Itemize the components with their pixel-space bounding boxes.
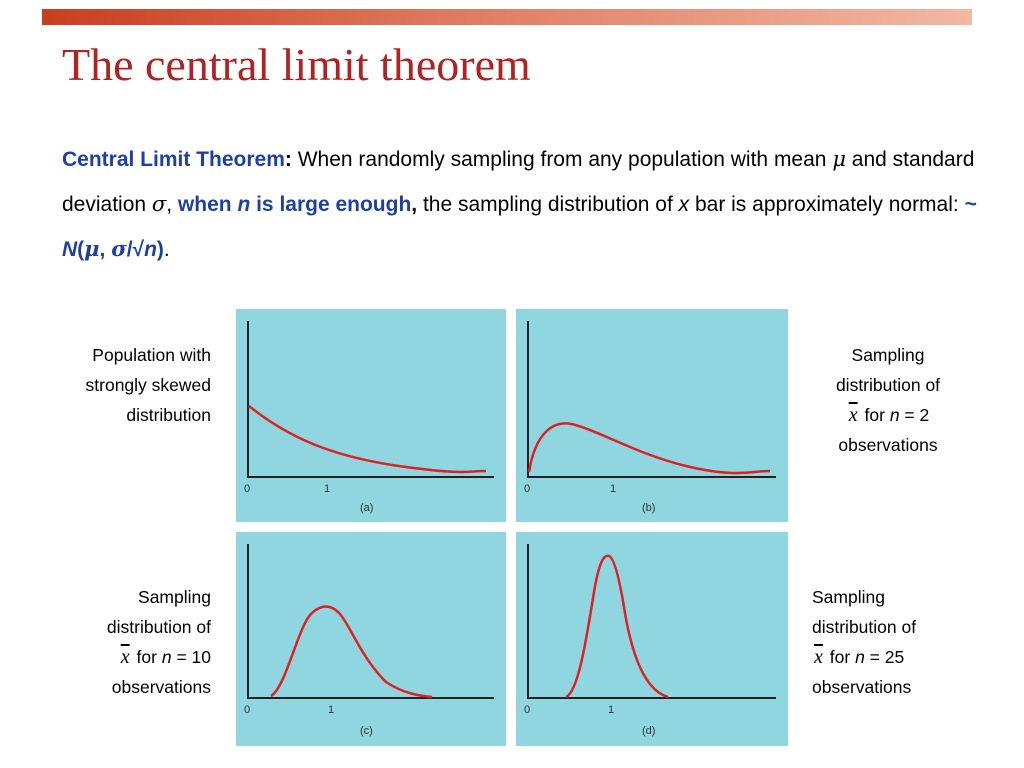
caption-d-eq: = 25 (864, 647, 905, 667)
xbar-symbol: $\overline{x}$ (848, 404, 858, 426)
open-paren: ( (77, 238, 85, 261)
slide-title: The central limit theorem (62, 39, 531, 90)
caption-a (20, 340, 211, 430)
normal-N: N (62, 238, 78, 261)
panel-a-plot (236, 309, 506, 522)
curve-a (249, 406, 486, 472)
curve-d (566, 556, 668, 697)
caption-d-n: n (855, 647, 865, 667)
tilde: ~ (964, 193, 977, 216)
n-symbol: n (237, 193, 251, 216)
mu-symbol: μ (832, 147, 846, 171)
when-text: when (172, 193, 238, 216)
caption-b-line3 (800, 400, 976, 430)
caption-c-line2: distribution of (106, 617, 211, 637)
caption-a-line3: distribution (126, 405, 211, 425)
caption-c-line4: observations (111, 677, 211, 697)
panel-c (236, 532, 506, 746)
tick-1: 1 (324, 483, 331, 495)
n-symbol-2: n (144, 238, 157, 261)
xbar-symbol: $\overline{x}$ (814, 646, 823, 668)
caption-b (800, 340, 976, 460)
panel-b-plot (516, 309, 788, 522)
close-paren: ) (156, 238, 164, 261)
theorem-comma-2: , (411, 193, 418, 216)
panel-label-a: (a) (360, 502, 374, 514)
theorem-statement (62, 137, 982, 272)
theorem-text-3: the sampling distribution of (417, 193, 679, 216)
caption-a-line2: strongly skewed (85, 375, 211, 395)
caption-d-for: for (829, 647, 851, 667)
theorem-text-2: and standard deviation (62, 148, 975, 216)
panel-a (236, 309, 506, 522)
panel-label-b: (b) (642, 502, 656, 514)
panel-b (516, 309, 788, 522)
panel-c-plot (236, 532, 506, 746)
caption-d-line1: Sampling (812, 587, 885, 607)
caption-b-n: n (889, 405, 900, 425)
caption-b-line1: Sampling (851, 345, 925, 365)
tick-0: 0 (244, 483, 251, 495)
tick-0: 0 (244, 704, 251, 716)
panel-label-d: (d) (642, 725, 656, 737)
caption-d-line2: distribution of (812, 617, 917, 637)
sigma-symbol-2: σ (111, 236, 127, 261)
caption-c-line1: Sampling (138, 587, 211, 607)
x-symbol: x (678, 193, 690, 216)
curve-b (529, 423, 770, 473)
header-accent-bar (42, 9, 972, 25)
caption-a-line1: Population with (92, 345, 211, 365)
sigma-symbol: σ (151, 192, 167, 216)
xbar-symbol: $\overline{x}$ (120, 646, 130, 668)
panel-d-plot (516, 532, 788, 746)
caption-b-for: for (864, 405, 885, 425)
tick-1: 1 (328, 704, 335, 716)
theorem-colon: : (284, 148, 292, 171)
sep: , (99, 238, 112, 261)
tick-1: 1 (608, 704, 615, 716)
caption-c-n: n (161, 647, 172, 667)
slash-sqrt: /√ (126, 238, 145, 261)
caption-c-for: for (136, 647, 157, 667)
curve-c (271, 607, 432, 698)
theorem-lead: Central Limit Theorem (62, 148, 285, 171)
caption-c-line3 (40, 642, 211, 672)
caption-c (40, 582, 211, 702)
theorem-text-4: bar is approximately normal: (689, 193, 965, 216)
tick-0: 0 (524, 483, 531, 495)
mu-symbol-2: μ (84, 236, 100, 261)
tick-1: 1 (610, 483, 617, 495)
large-enough-text: is large enough (250, 193, 412, 216)
panel-d (516, 532, 788, 746)
caption-b-eq: = 2 (899, 405, 930, 425)
caption-d-line4: observations (812, 677, 912, 697)
caption-c-eq: = 10 (171, 647, 211, 667)
tick-0: 0 (524, 704, 531, 716)
caption-d (812, 582, 982, 702)
caption-d-line3 (812, 642, 982, 672)
caption-b-line4: observations (838, 435, 938, 455)
panel-label-c: (c) (360, 725, 373, 737)
period: . (163, 238, 170, 261)
theorem-comma: , (166, 193, 173, 216)
caption-b-line2: distribution of (835, 375, 941, 395)
theorem-text-1: When randomly sampling from any population with mean (291, 148, 833, 171)
